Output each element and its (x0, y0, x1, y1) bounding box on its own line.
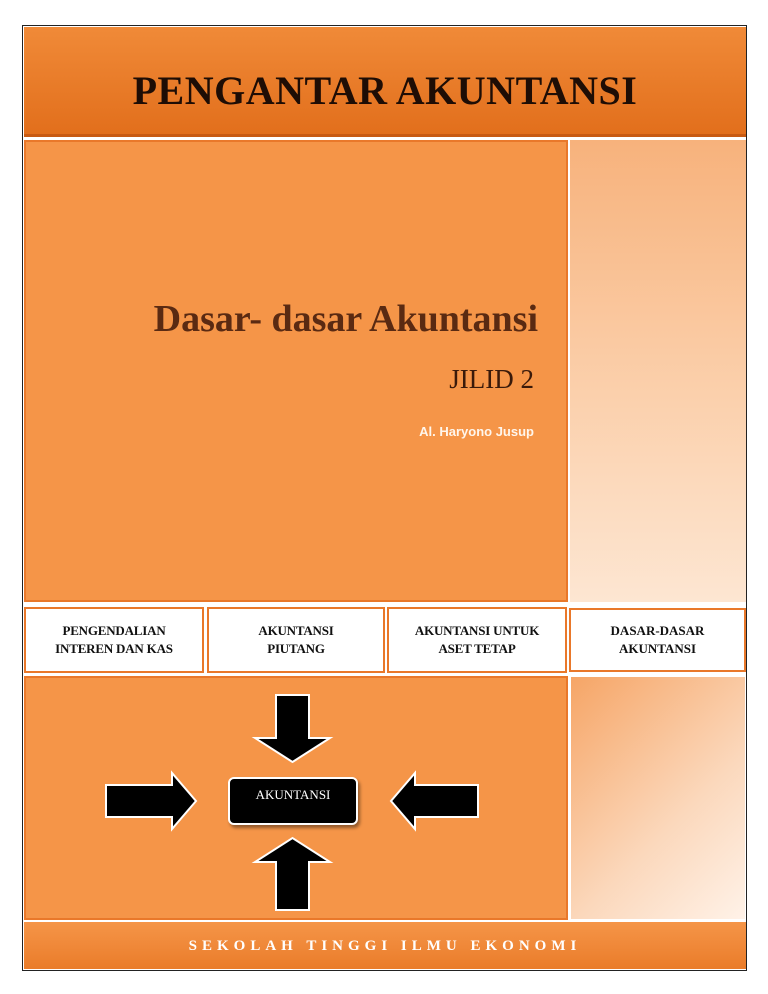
page-title: PENGANTAR AKUNTANSI (132, 68, 638, 113)
topic-tab-line: DASAR-DASAR (610, 623, 705, 638)
footer-institution: SEKOLAH TINGGI ILMU EKONOMI (188, 938, 582, 954)
footer-band (24, 922, 746, 969)
arrow-right-icon (106, 773, 196, 829)
arrow-up-icon (255, 838, 330, 910)
topic-tab-line: AKUNTANSI UNTUK (414, 623, 540, 638)
book-title: Dasar- dasar Akuntansi (153, 298, 538, 340)
topic-tab-line: AKUNTANSI (618, 641, 697, 656)
diagram-center-box (228, 777, 358, 825)
diagram-center-label: AKUNTANSI (255, 787, 331, 802)
arrow-left-icon (391, 773, 478, 829)
arrow-down-icon (255, 695, 330, 762)
topic-tab-line: PENGENDALIAN (62, 623, 166, 638)
volume-label: JILID 2 (449, 364, 534, 394)
author-name: Al. Haryono Jusup (419, 424, 534, 439)
topic-tab-line: INTEREN DAN KAS (55, 641, 173, 656)
topic-tab-line: ASET TETAP (438, 641, 516, 656)
topic-tab-line: PIUTANG (267, 641, 325, 656)
topic-tab-line: AKUNTANSI (258, 623, 334, 638)
